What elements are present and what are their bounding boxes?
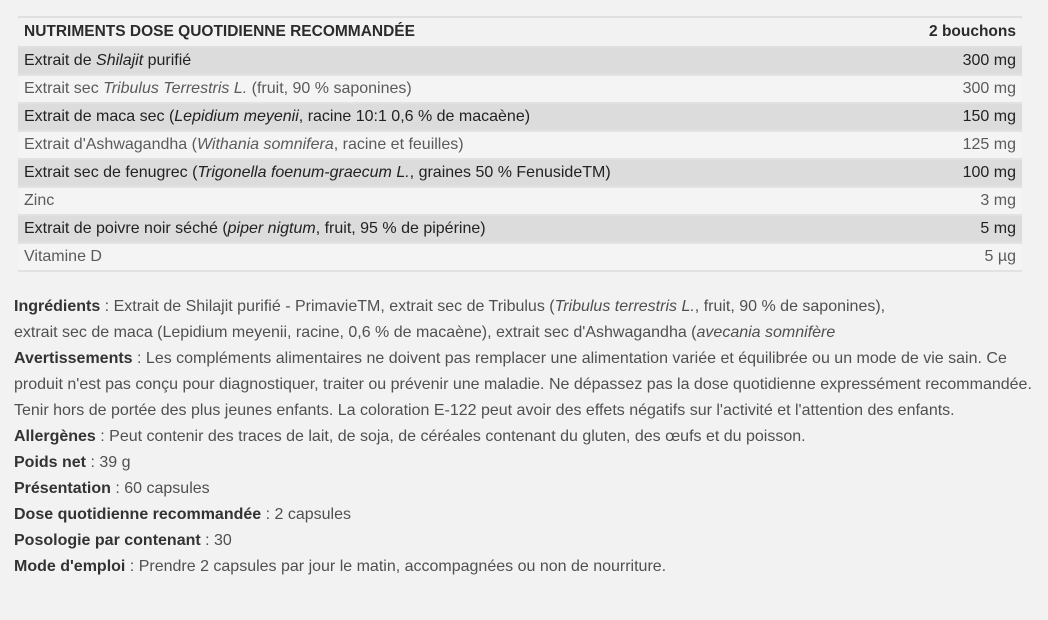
nutrient-name: Extrait sec Tribulus Terrestris L. (fruit, 90 % saponines) — [18, 75, 880, 103]
nutrient-qty: 5 mg — [880, 215, 1022, 243]
directions-label: Mode d'emploi — [14, 558, 126, 575]
table-row — [18, 243, 1022, 271]
warnings-section: Avertissements : Les compléments alimentaires ne doivent pas remplacer une alimentation variée et équilibrée ou un mode de vie sain. Ce produit n'est pas conçu pour diagnostiquer, traiter ou prévenir une maladie. Ne dépassez pas la dose quotidienne expressément recommandée. Tenir hors de portée des plus jeunes enfants. La coloration E-122 peut avoir des effets négatifs sur l'activité et l'attention des enfants. — [14, 350, 1032, 419]
nutrition-table — [18, 16, 1022, 272]
warnings-label: Avertissements — [14, 350, 133, 367]
nutrient-qty: 125 mg — [880, 131, 1022, 159]
nutrient-qty: 300 mg — [880, 75, 1022, 103]
table-row — [18, 103, 1022, 131]
nutrient-name: Extrait sec de fenugrec (Trigonella foenum-graecum L., graines 50 % FenusideTM) — [18, 159, 880, 187]
daily-dose-section: Dose quotidienne recommandée : 2 capsules — [14, 506, 351, 523]
header-nutrient: NUTRIMENTS DOSE QUOTIDIENNE RECOMMANDÉE — [18, 17, 880, 47]
nutrient-name: Extrait de maca sec (Lepidium meyenii, racine 10:1 0,6 % de macaène) — [18, 103, 880, 131]
allergens-section: Allergènes : Peut contenir des traces de lait, de soja, de céréales contenant du gluten, des œufs et du poisson. — [14, 428, 806, 445]
net-weight-label: Poids net — [14, 454, 87, 471]
table-row — [18, 215, 1022, 243]
nutrient-name: Extrait de Shilajit purifié — [18, 47, 880, 75]
servings-section: Posologie par contenant : 30 — [14, 532, 232, 549]
nutrient-name: Zinc — [18, 187, 880, 215]
ingredients-label: Ingrédients — [14, 298, 101, 315]
nutrition-table-header — [18, 17, 1022, 47]
table-row — [18, 187, 1022, 215]
allergens-label: Allergènes — [14, 428, 96, 445]
presentation-section: Présentation : 60 capsules — [14, 480, 210, 497]
servings-label: Posologie par contenant — [14, 532, 201, 549]
net-weight-section: Poids net : 39 g — [14, 454, 131, 471]
nutrient-qty: 3 mg — [880, 187, 1022, 215]
product-info-panel — [14, 16, 1032, 580]
header-dose: 2 bouchons — [880, 17, 1022, 47]
nutrient-qty: 100 mg — [880, 159, 1022, 187]
nutrient-qty: 150 mg — [880, 103, 1022, 131]
nutrient-qty: 300 mg — [880, 47, 1022, 75]
presentation-label: Présentation — [14, 480, 111, 497]
table-row — [18, 47, 1022, 75]
nutrient-name: Vitamine D — [18, 243, 880, 271]
table-row — [18, 131, 1022, 159]
table-row — [18, 159, 1022, 187]
product-details — [14, 294, 1032, 580]
ingredients-continued: extrait sec de maca (Lepidium meyenii, racine, 0,6 % de macaène), extrait sec d'Ashwagandha (avecania somnifère — [14, 324, 836, 341]
nutrient-name: Extrait d'Ashwagandha (Withania somnifera, racine et feuilles) — [18, 131, 880, 159]
directions-section: Mode d'emploi : Prendre 2 capsules par jour le matin, accompagnées ou non de nourriture. — [14, 558, 667, 575]
nutrient-qty: 5 µg — [880, 243, 1022, 271]
daily-dose-label: Dose quotidienne recommandée — [14, 506, 262, 523]
ingredients-section: Ingrédients : Extrait de Shilajit purifié - PrimavieTM, extrait sec de Tribulus (Tribulus terrestris L., fruit, 90 % de saponines), — [14, 298, 886, 315]
table-row — [18, 75, 1022, 103]
nutrient-name: Extrait de poivre noir séché (piper nigtum, fruit, 95 % de pipérine) — [18, 215, 880, 243]
